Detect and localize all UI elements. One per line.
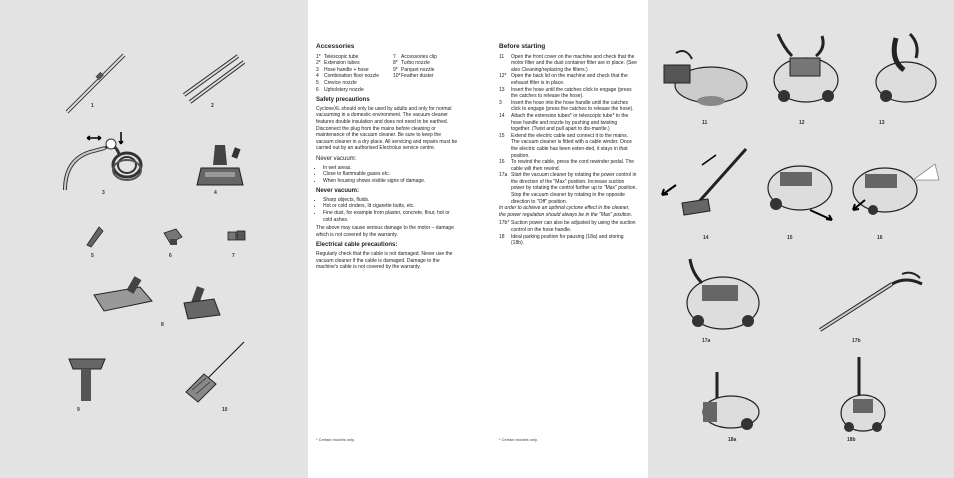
- accessory-item: [316, 73, 381, 80]
- step-item: [499, 113, 637, 133]
- step-item-number: 11: [499, 53, 505, 60]
- accessories-list-col-2: [393, 54, 458, 94]
- step-item: [499, 234, 637, 247]
- bullet-item: • Hot or cold cinders, lit cigarette butts, etc.: [323, 203, 458, 210]
- accessory-item-text: Accessories clip: [401, 53, 437, 60]
- extend-cable-illustration: [760, 160, 840, 230]
- accessory-item: [316, 87, 381, 94]
- accessories-illustrations-panel: [0, 0, 308, 478]
- step-item-number: 13: [499, 86, 505, 93]
- figure-label-4: 4: [214, 190, 217, 196]
- exhaust-filter-illustration: [766, 30, 846, 110]
- accessory-item-text: Combination floor nozzle: [324, 73, 380, 80]
- step-item-text: Insert the hose until the catches click to engage (press the catches to release the hose).: [511, 86, 632, 100]
- step-item: [499, 220, 637, 233]
- step-item: [499, 87, 637, 100]
- bullet-item: • When housing shows visible signs of damage.: [323, 178, 458, 185]
- figure-label-3: 3: [102, 190, 105, 196]
- usage-illustrations-panel: [648, 0, 954, 478]
- step-item-number: 17a: [499, 172, 508, 179]
- accessories-heading: Accessories: [316, 43, 355, 50]
- step-item-text: Suction power can also be adjusted by using the suction control on the hose handle.: [511, 220, 636, 234]
- never-vacuum-heading-1: Never vacuum:: [316, 155, 357, 162]
- step-item-text: Extend the electric cable and connect it to the mains. The vacuum cleaner is fitted with a cable winder. Once the electric cable has been exten-ded, it stays in that position.: [511, 132, 632, 159]
- steps-list: [499, 54, 637, 206]
- hose-suction-control-illustration: [816, 270, 926, 335]
- figure-label-5: 5: [91, 253, 94, 259]
- accessory-item: [393, 60, 458, 67]
- accessory-item-number: 6: [316, 86, 319, 93]
- accessory-item-number: 4: [316, 73, 319, 80]
- bullet-item: • In wet areas.: [323, 165, 458, 172]
- footnote-left: * Certain models only.: [316, 437, 355, 442]
- damage-warning-text: The above may cause serious damage to the motor – damage which is not covered by the warranty.: [316, 225, 454, 238]
- figure-label-18b: 18b: [847, 437, 856, 443]
- step-item-number: 3: [499, 99, 502, 106]
- step-item-text: Attach the extension tubes* or telescopic tube* to the hose handle and nozzle by pushing and twisting together. (Twist and pull apart to dis-mantle.): [511, 112, 629, 133]
- hose-handle-illustration: [55, 130, 150, 195]
- accessories-clip-illustration: [226, 228, 248, 246]
- step-item-text: Ideal parking position for pausing (18a) and storing (18b).: [511, 233, 624, 247]
- step-item: [499, 100, 637, 113]
- accessory-item: [393, 54, 458, 61]
- safety-heading: Safety precautions: [316, 97, 370, 104]
- accessories-list: [316, 54, 458, 94]
- bullet-item: • Sharp objects, fluids.: [323, 197, 458, 204]
- figure-label-8: 8: [161, 322, 164, 328]
- figure-label-6: 6: [169, 253, 172, 259]
- step-item-number: 16: [499, 159, 505, 166]
- accessory-item: [316, 54, 381, 61]
- figure-label-11: 11: [702, 120, 708, 126]
- figure-label-10: 10: [222, 407, 228, 413]
- accessory-item-number: 3: [316, 66, 319, 73]
- parking-position-illustration: [693, 370, 763, 435]
- accessory-item: [316, 60, 381, 67]
- insert-hose-illustration: [866, 30, 946, 110]
- figure-label-12: 12: [799, 120, 805, 126]
- telescopic-tube-illustration: [62, 50, 132, 120]
- figure-label-1: 1: [91, 103, 94, 109]
- bullet-item: • Close to flammable gases etc.: [323, 171, 458, 178]
- electrical-text: Regularly check that the cable is not damaged. Never use the vacuum cleaner if the cable is damaged. Damage to the machine's cable is not covered by the warranty.: [316, 251, 453, 271]
- step-item: [499, 73, 637, 86]
- accessory-item-text: Parquet nozzle: [401, 66, 435, 73]
- bullet-item: • Fine dust, for example from plaster, concrete, flour, hot or cold ashes.: [323, 210, 458, 223]
- accessory-item-text: Crevice nozzle: [324, 79, 357, 86]
- accessory-item-text: Turbo nozzle: [401, 60, 430, 67]
- figure-label-13: 13: [879, 120, 885, 126]
- power-control-illustration: [678, 255, 768, 335]
- parquet-nozzle-illustration: [65, 355, 110, 405]
- footnote-right: * Certain models only.: [499, 437, 538, 442]
- turbo-nozzle-2-illustration: [180, 285, 225, 325]
- feather-duster-illustration: [178, 340, 248, 405]
- extension-tubes-illustration: [180, 50, 250, 110]
- cyclone-note: In order to achieve an optimal cyclone effect in the cleaner, the power regulation should always be in the "Max" position.: [499, 205, 633, 218]
- accessories-and-safety-column: [316, 44, 458, 273]
- steps-list-2: [499, 220, 637, 246]
- accessory-item-number: 9*: [393, 66, 398, 73]
- step-item-text: Start the vacuum cleaner by rotating the power control in the direction of the "Max" position. Increase suction power by rotating the control further up to "Max" position. Stop the vacuum cleaner by rotating in the opposite direction to "Off" position.: [511, 172, 637, 205]
- figure-label-17b: 17b: [852, 338, 861, 344]
- figure-label-17a: 17a: [702, 338, 711, 344]
- accessory-item-text: Hose handle + hose: [324, 66, 369, 73]
- step-item: [499, 172, 637, 205]
- accessory-item: [393, 73, 458, 80]
- figure-label-15: 15: [787, 235, 793, 241]
- accessory-item: [393, 67, 458, 74]
- open-front-cover-illustration: [656, 45, 751, 110]
- never-vacuum-list-2: [316, 197, 458, 223]
- accessory-item-number: 2*: [316, 60, 321, 67]
- step-item: [499, 54, 637, 74]
- accessory-item-number: 7: [393, 53, 396, 60]
- accessory-item-text: Extension tubes: [324, 60, 360, 67]
- figure-label-9: 9: [77, 407, 80, 413]
- attach-tubes-illustration: [656, 145, 751, 230]
- instructions-text-panel: [308, 0, 648, 478]
- step-item-text: Open the back lid on the machine and check that the exhaust filter is in place.: [511, 73, 628, 86]
- step-item: [499, 133, 637, 159]
- figure-label-2: 2: [211, 103, 214, 109]
- upholstery-nozzle-illustration: [162, 227, 184, 249]
- step-item: [499, 159, 637, 172]
- accessory-item-number: 5: [316, 79, 319, 86]
- accessory-item-number: 10*: [393, 73, 401, 80]
- accessory-item-text: Feather duster: [401, 73, 434, 80]
- accessory-item-number: 1*: [316, 53, 321, 60]
- step-item-number: 18: [499, 233, 505, 240]
- before-starting-heading: Before starting: [499, 43, 546, 50]
- accessories-list-col-1: [316, 54, 381, 94]
- turbo-nozzle-illustration: [90, 275, 160, 315]
- figure-label-14: 14: [703, 235, 709, 241]
- rewind-cable-illustration: [843, 160, 943, 230]
- step-item-number: 14: [499, 112, 505, 119]
- step-item-number: 15: [499, 132, 505, 139]
- figure-label-18a: 18a: [728, 437, 737, 443]
- step-item-number: 17b*: [499, 220, 510, 227]
- never-vacuum-list-1: [316, 165, 458, 185]
- electrical-heading: Electrical cable precautions:: [316, 242, 398, 249]
- step-item-text: To rewind the cable, press the cord rewinder pedal. The cable will then rewind.: [511, 159, 635, 172]
- accessory-item: [316, 80, 381, 87]
- accessory-item-text: Upholstery nozzle: [324, 86, 364, 93]
- safety-text: CycloneXL should only be used by adults and only for normal vacuuming in a domestic environment. The vacuum cleaner features double insulation and does not need to be earthed. Disconnect the plug from the mains before cleaning or maintenance of the vacuum cleaner. Be sure to keep the vacuum cleaner in a dry place. All servicing and repairs must be carried out by an authorised Electrolux service centre.: [316, 105, 458, 152]
- figure-label-7: 7: [232, 253, 235, 259]
- step-item-text: Insert the hose into the hose handle until the catches click to engage (press the catches to release the hose).: [511, 99, 634, 113]
- before-starting-column: [499, 44, 637, 247]
- figure-label-16: 16: [877, 235, 883, 241]
- accessory-item: [316, 67, 381, 74]
- never-vacuum-heading-2: Never vacuum:: [316, 188, 360, 195]
- storing-position-illustration: [833, 355, 893, 435]
- accessory-item-number: 8*: [393, 60, 398, 67]
- combination-floor-nozzle-illustration: [195, 140, 250, 195]
- step-item-text: Open the front cover on the machine and check that the motor filter and the dust container filter are in place. (See also Cleaning/replacing the filters.): [511, 53, 637, 73]
- accessory-item-text: Telescopic tube: [324, 53, 359, 60]
- crevice-nozzle-illustration: [85, 225, 105, 250]
- step-item-number: 12*: [499, 73, 507, 80]
